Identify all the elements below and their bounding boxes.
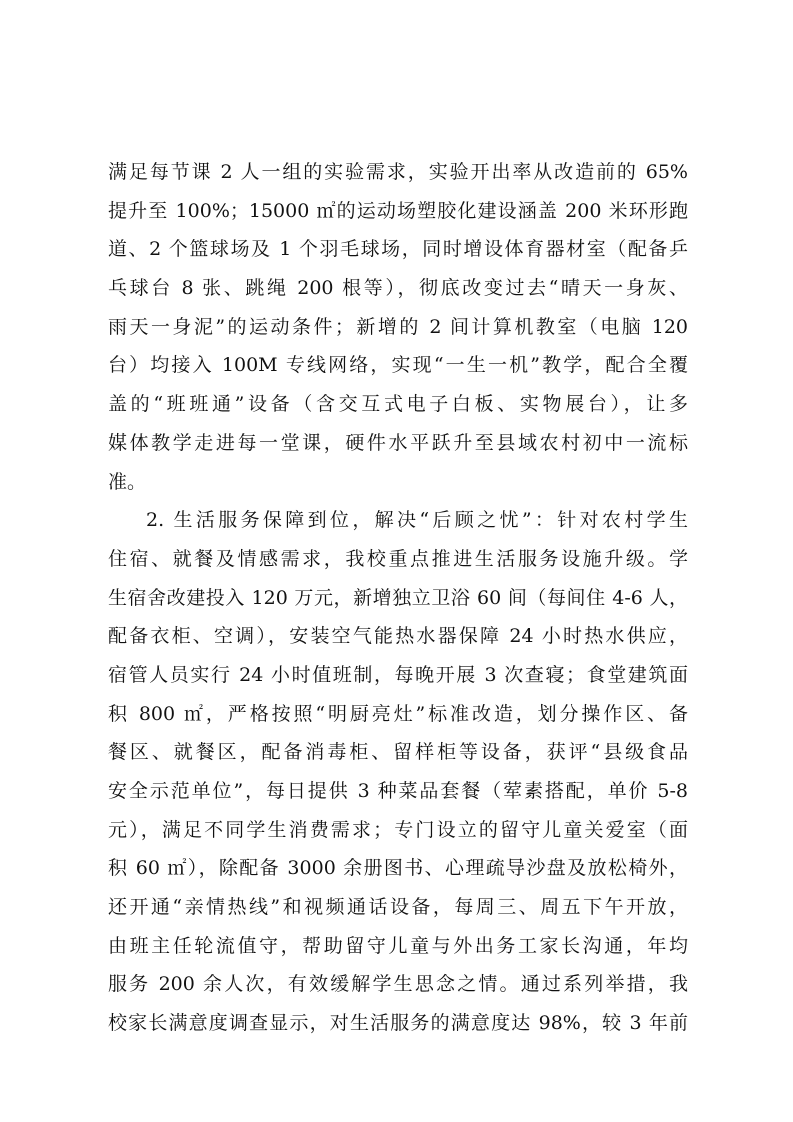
text-line: 还开通“亲情热线”和视频通话设备，每周三、周五下午开放， [108, 896, 688, 919]
paragraph-2 [108, 501, 688, 1043]
text-line: 道、2 个篮球场及 1 个羽毛球场，同时增设体育器材室（配备乒 [108, 238, 688, 261]
text-line: 准。 [108, 470, 147, 493]
text-line: 媒体教学走进每一堂课，硬件水平跃升至县域农村初中一流标 [108, 431, 688, 454]
text-line: 住宿、就餐及情感需求，我校重点推进生活服务设施升级。学 [108, 547, 688, 570]
paragraph-1 [108, 153, 688, 501]
text-line: 提升至 100%；15000 ㎡的运动场塑胶化建设涵盖 200 米环形跑 [108, 199, 688, 222]
text-line: 积 800 ㎡，严格按照“明厨亮灶”标准改造，划分操作区、备 [108, 702, 688, 725]
text-line: 乓球台 8 张、跳绳 200 根等），彻底改变过去“晴天一身灰、 [108, 277, 688, 300]
text-line: 元），满足不同学生消费需求；专门设立的留守儿童关爱室（面 [108, 818, 688, 841]
text-line: 服务 200 余人次，有效缓解学生思念之情。通过系列举措，我 [108, 973, 688, 996]
text-line: 餐区、就餐区，配备消毒柜、留样柜等设备，获评“县级食品 [108, 741, 688, 764]
text-line: 安全示范单位”，每日提供 3 种菜品套餐（荤素搭配，单价 5-8 [108, 780, 688, 802]
document-page [108, 153, 688, 1043]
text-line: 雨天一身泥”的运动条件；新增的 2 间计算机教室（电脑 120 [108, 315, 688, 338]
text-line: 由班主任轮流值守，帮助留守儿童与外出务工家长沟通，年均 [108, 934, 688, 957]
text-line: 2. 生活服务保障到位，解决“后顾之忧”：针对农村学生 [146, 509, 688, 532]
text-line: 校家长满意度调查显示，对生活服务的满意度达 98%，较 3 年前 [108, 1012, 688, 1035]
text-line: 配备衣柜、空调），安装空气能热水器保障 24 小时热水供应， [108, 625, 688, 648]
text-line: 积 60 ㎡），除配备 3000 余册图书、心理疏导沙盘及放松椅外， [108, 857, 688, 880]
text-line: 生宿舍改建投入 120 万元，新增独立卫浴 60 间（每间住 4-6 人， [108, 586, 688, 609]
text-line: 满足每节课 2 人一组的实验需求，实验开出率从改造前的 65% [108, 161, 688, 183]
text-line: 宿管人员实行 24 小时值班制，每晚开展 3 次查寝；食堂建筑面 [108, 663, 688, 686]
text-line: 盖的“班班通”设备（含交互式电子白板、实物展台），让多 [108, 393, 688, 416]
text-line: 台）均接入 100M 专线网络，实现“一生一机”教学，配合全覆 [108, 354, 688, 377]
